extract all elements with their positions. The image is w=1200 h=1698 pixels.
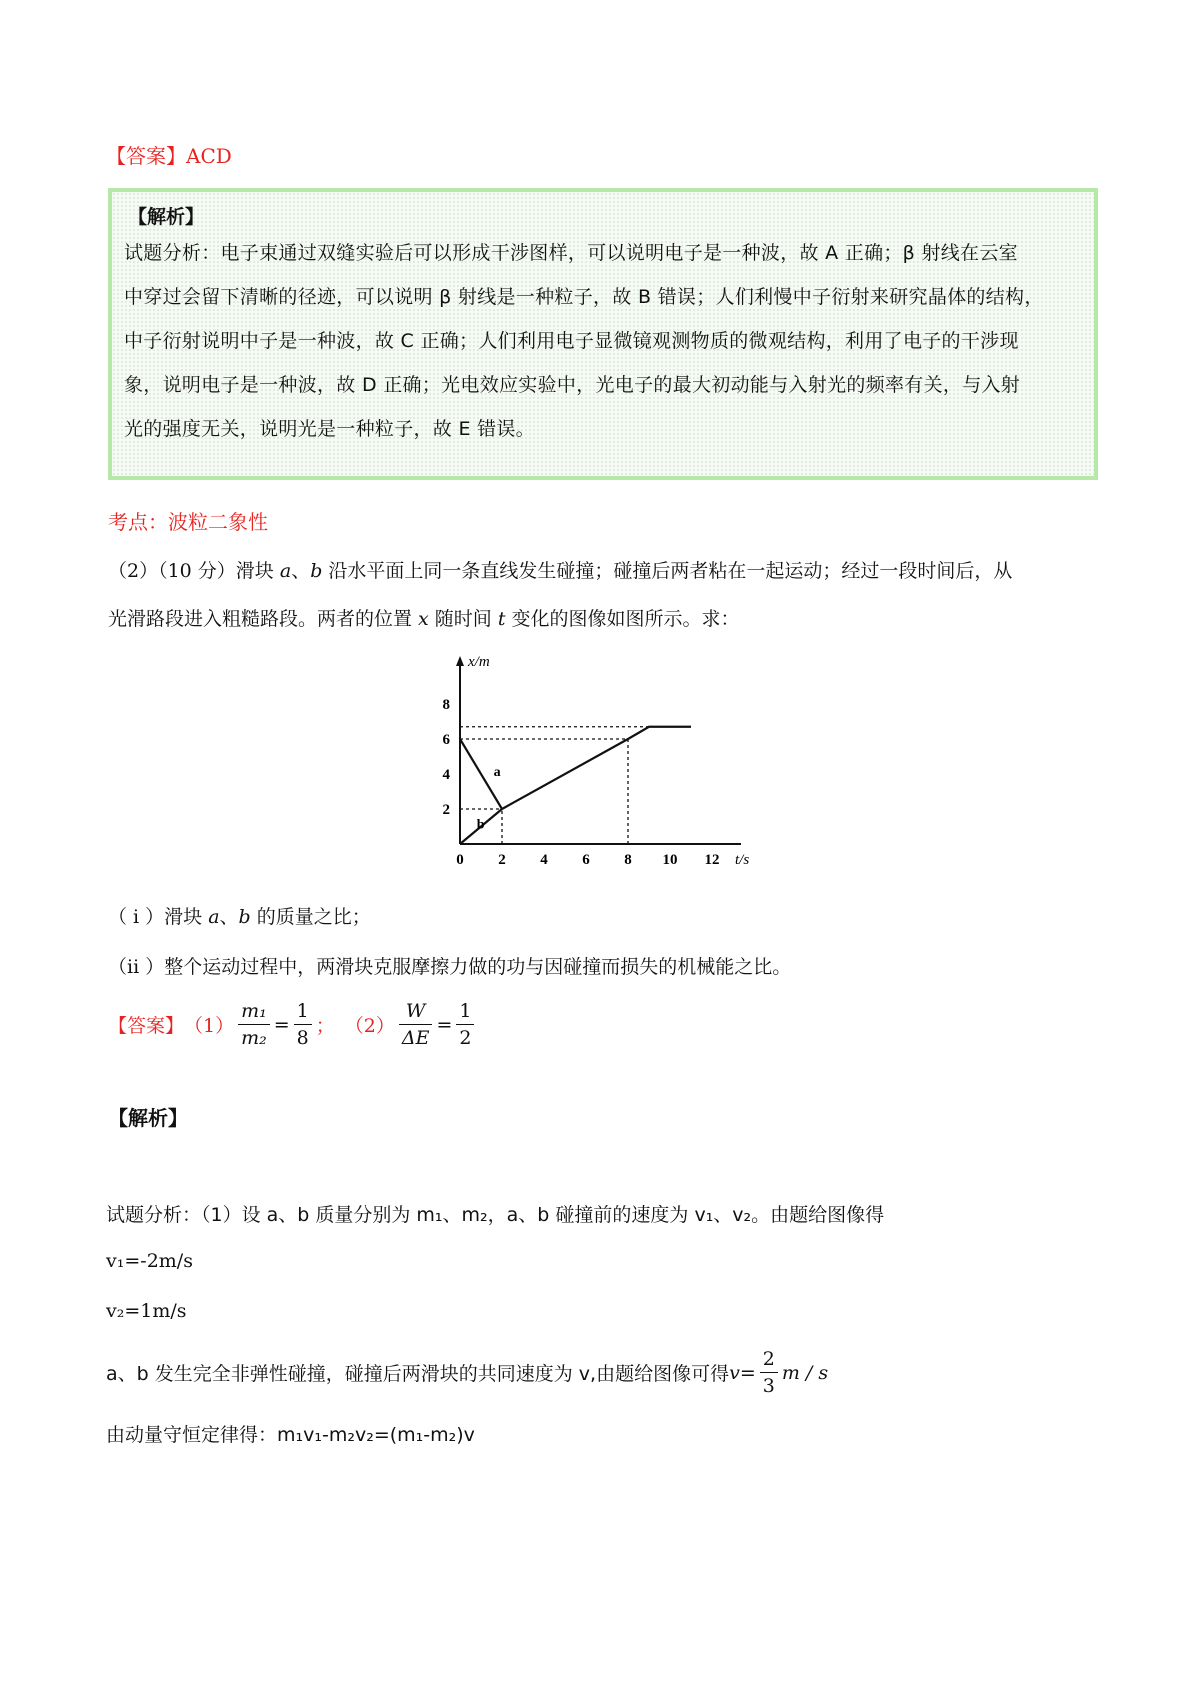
answer2-label: 【答案】 — [108, 1015, 185, 1037]
solution-line-2: v₁=-2m/s — [106, 1250, 193, 1272]
answer2-part2: （2） — [344, 1015, 395, 1037]
equals-1: = — [273, 1013, 290, 1036]
position-time-chart — [420, 650, 810, 870]
solution-line-1: 试题分析：（1）设 a、b 质量分别为 m₁、m₂，a、b 碰撞前的速度为 v₁、v₂。由题给图像得 — [106, 1204, 885, 1226]
answer-value: ACD — [186, 144, 232, 168]
x-tick-0: 0 — [456, 852, 464, 868]
series-label-a: a — [493, 764, 501, 780]
solution-line-5: 由动量守恒定律得：m₁v₁-m₂v₂=(m₁-m₂)v — [106, 1424, 475, 1446]
analysis-line-2: 中穿过会留下清晰的径迹，可以说明 β 射线是一种粒子，故 B 错误；人们利慢中子衍射来研究晶体的结构， — [124, 286, 1044, 308]
fraction-2-3: $\frac{2}{3}$ — [760, 1348, 778, 1397]
series-label-b: b — [476, 817, 485, 833]
y-tick-8: 8 — [442, 697, 450, 713]
semicolon: ； — [315, 1015, 335, 1037]
problem-line-1: （2）（10 分）滑块 a、b 沿水平面上同一条直线发生碰撞；碰撞后两者粘在一起运动；经过一段时间后，从 — [108, 560, 1013, 582]
analysis-line-3: 中子衍射说明中子是一种波，故 C 正确；人们利用电子显微镜观测物质的微观结构，利用了电子的干涉现 — [124, 330, 1019, 352]
fraction-1-2: $\frac{1}{2}$ — [456, 1000, 474, 1049]
series-line-2 — [502, 727, 691, 809]
question-2: （ii ）整个运动过程中，两滑块克服摩擦力做的功与因碰撞而损失的机械能之比。 — [108, 956, 792, 978]
y-tick-2: 2 — [442, 802, 450, 818]
x-tick-4: 4 — [540, 852, 548, 868]
fraction-m1-m2: $\frac{\text{m₁}}{\text{m₂}}$ — [238, 1000, 270, 1049]
analysis-title: 【解析】 — [128, 206, 205, 228]
solution-line-3: v₂=1m/s — [106, 1300, 187, 1322]
kaodian: 考点：波粒二象性 — [108, 510, 268, 534]
y-axis-arrow — [456, 656, 464, 666]
analysis-line-5: 光的强度无关，说明光是一种粒子，故 E 错误。 — [124, 418, 535, 440]
x-axis-label: t/s — [735, 852, 750, 868]
solution-line-4: a、b 发生完全非弹性碰撞，碰撞后两滑块的共同速度为 v,由题给图像可得 v = $\frac{2}{3}$ m / s — [106, 1348, 829, 1397]
answer-label: 【答案】 — [106, 144, 186, 168]
answer-line-1 — [106, 140, 232, 169]
analysis-line-4: 象，说明电子是一种波，故 D 正确；光电效应实验中，光电子的最大初动能与入射光的频率有关，与入射 — [124, 374, 1021, 396]
question-1: （ i ）滑块 a、b 的质量之比； — [108, 906, 371, 928]
analysis-box — [108, 188, 1098, 480]
answer-line-2 — [108, 1000, 478, 1049]
analysis-line-1: 试题分析：电子束通过双缝实验后可以形成干涉图样，可以说明电子是一种波，故 A 正确；β 射线在云室 — [124, 242, 1018, 264]
x-tick-10: 10 — [662, 852, 678, 868]
x-tick-6: 6 — [582, 852, 590, 868]
problem-line-2: 光滑路段进入粗糙路段。两者的位置 x 随时间 t 变化的图像如图所示。求： — [108, 608, 740, 630]
x-tick-2: 2 — [498, 852, 506, 868]
x-tick-8: 8 — [624, 852, 632, 868]
x-tick-12: 12 — [704, 852, 720, 868]
answer2-part1: （1） — [184, 1015, 235, 1037]
analysis2-title: 【解析】 — [108, 1106, 188, 1130]
y-tick-6: 6 — [442, 732, 450, 748]
fraction-1-8: $\frac{1}{8}$ — [294, 1000, 312, 1049]
fraction-w-de: $\frac{W}{\Delta E}$ — [399, 1000, 433, 1049]
y-axis-label: x/m — [468, 654, 490, 670]
equals-2: = — [436, 1013, 453, 1036]
y-tick-4: 4 — [442, 767, 450, 783]
